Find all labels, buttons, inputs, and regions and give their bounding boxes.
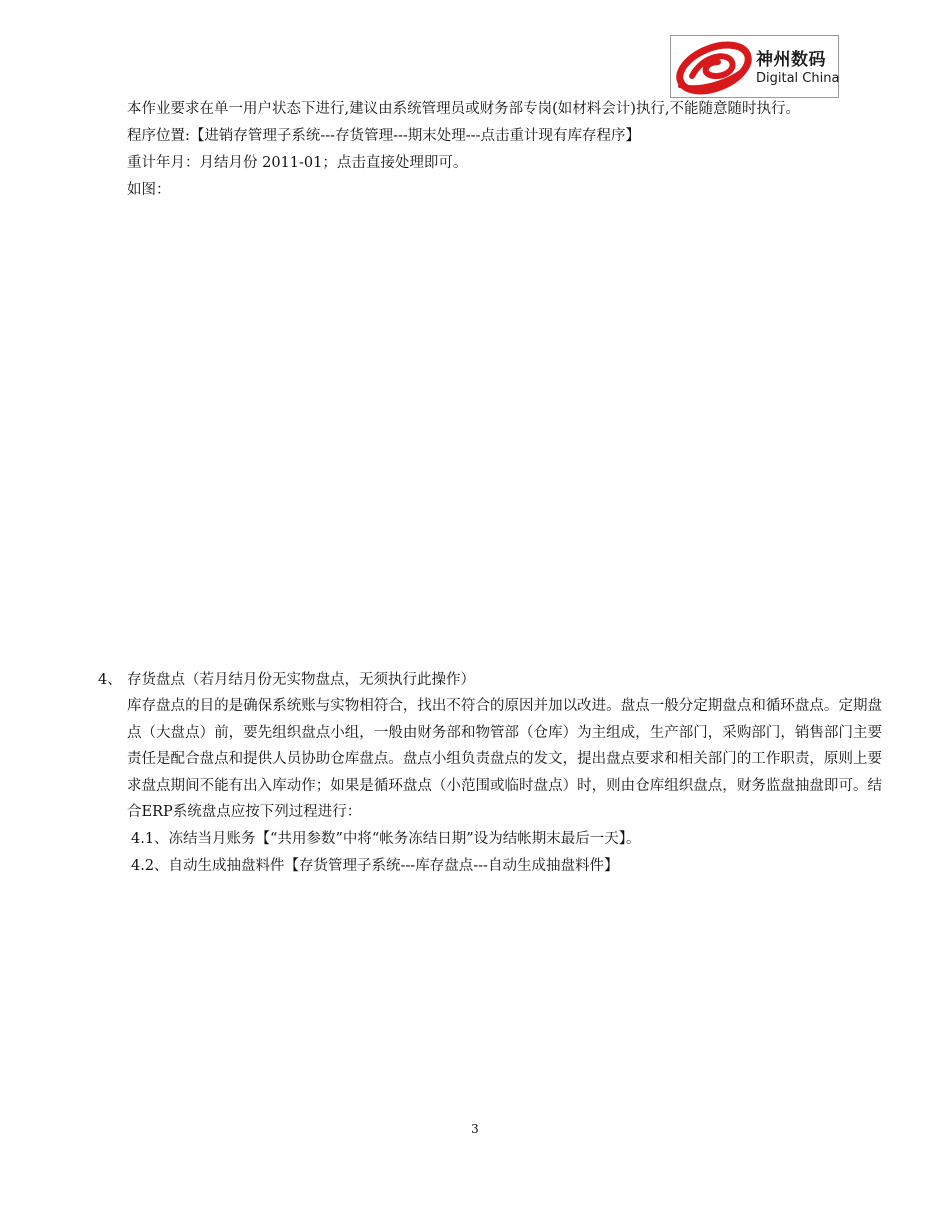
step-4-1: 4.1、冻结当月账务【“共用参数”中将“帐务冻结日期”设为结帐期末最后一天】。: [131, 831, 641, 847]
logo-english-name: Digital China: [756, 71, 840, 86]
instruction-paragraph: 本作业要求在单一用户状态下进行,建议由系统管理员或财务部专岗(如材料会计)执行,不能随意随时执行。: [127, 101, 801, 117]
section-number: 4、: [98, 672, 122, 688]
figure-caption: 如图：: [127, 182, 171, 198]
recalc-period-paragraph: 重计年月：月结月份 2011-01；点击直接处理即可。: [127, 155, 468, 171]
logo-chinese-name: 神州数码: [756, 50, 826, 70]
inventory-count-paragraph: 库存盘点的目的是确保系统账与实物相符合，找出不符合的原因并加以改进。盘点一般分定期盘点和循环盘点。定期盘点（大盘点）前，要先组织盘点小组，一般由财务部和物管部（仓库）为主组成，生产部门，采购部门，销售部门主要责任是配合盘点和提供人员协助仓库盘点。盘点小组负责盘点的发文，提出盘点要求和相关部门的工作职责，原则上要求盘点期间不能有出入库动作；如果是循环盘点（小范围或临时盘点）时，则由仓库组织盘点，财务监盘抽盘即可。结合ERP系统盘点应按下列过程进行：: [127, 698, 882, 820]
page-number: 3: [471, 1122, 479, 1136]
section-heading: 存货盘点（若月结月份无实物盘点，无须执行此操作）: [127, 672, 475, 688]
program-location-paragraph: 程序位置:【进销存管理子系统---存货管理---期末处理---点击重计现有库存程序】: [127, 128, 640, 144]
digital-china-swirl-icon: [674, 40, 754, 96]
step-4-2: 4.2、自动生成抽盘料件【存货管理子系统---库存盘点---自动生成抽盘料件】: [131, 858, 619, 874]
digital-china-logo: [670, 35, 839, 98]
